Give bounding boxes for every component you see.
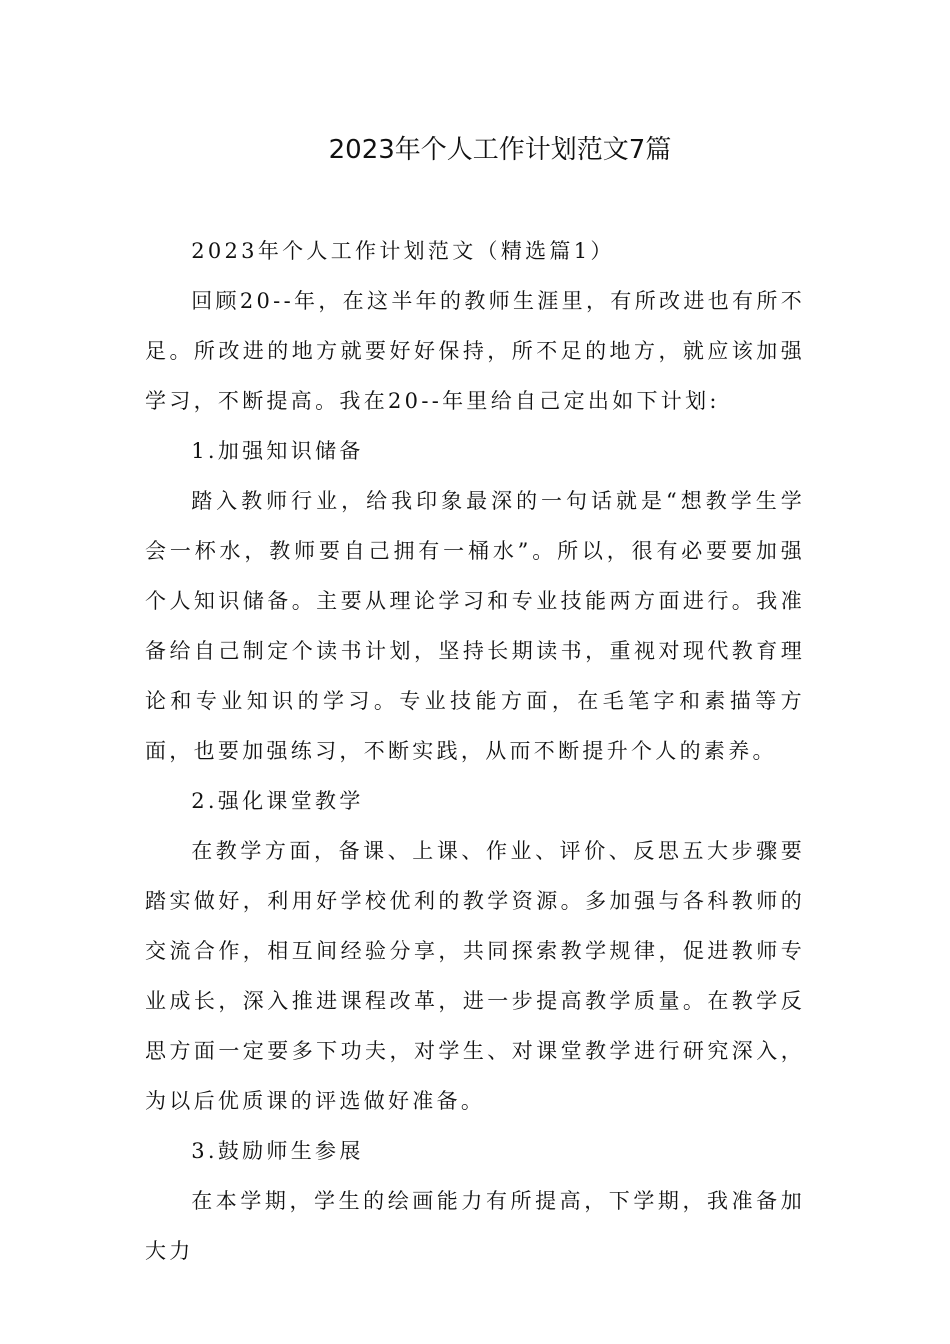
heading-teaching: 2.强化课堂教学 [191, 789, 364, 813]
exhibition-paragraph: 在本学期，学生的绘画能力有所提高，下学期，我准备加大力 [145, 1189, 805, 1263]
heading-knowledge: 1.加强知识储备 [191, 439, 364, 463]
intro-paragraph: 回顾20‐‐年，在这半年的教师生涯里，有所改进也有所不足。所改进的地方就要好好保持，所不足的地方，就应该加强学习，不断提高。我在20‐‐年里给自己定出如下计划: [145, 289, 805, 413]
teaching-paragraph: 在教学方面，备课、上课、作业、评价、反思五大步骤要踏实做好，利用好学校优利的教学资源。多加强与各科教师的交流合作，相互间经验分享，共同探索教学规律，促进教师专业成长，深入推进课程改革，进一步提高教学质量。在教学反思方面一定要多下功夫，对学生、对课堂教学进行研究深入，为以后优质课的评选做好准备。 [145, 839, 805, 1113]
section-title-paragraph: 2023年个人工作计划范文（精选篇1） [191, 239, 615, 263]
document-title: 2023年个人工作计划范文7篇 [328, 135, 672, 165]
document-body [145, 226, 805, 1276]
heading-exhibition: 3.鼓励师生参展 [191, 1139, 364, 1163]
knowledge-paragraph: 踏入教师行业，给我印象最深的一句话就是“想教学生学会一杯水，教师要自己拥有一桶水”。所以，很有必要要加强个人知识储备。主要从理论学习和专业技能两方面进行。我准备给自己制定个读书计划，坚持长期读书，重视对现代教育理论和专业知识的学习。专业技能方面，在毛笔字和素描等方面，也要加强练习，不断实践，从而不断提升个人的素养。 [145, 489, 805, 763]
